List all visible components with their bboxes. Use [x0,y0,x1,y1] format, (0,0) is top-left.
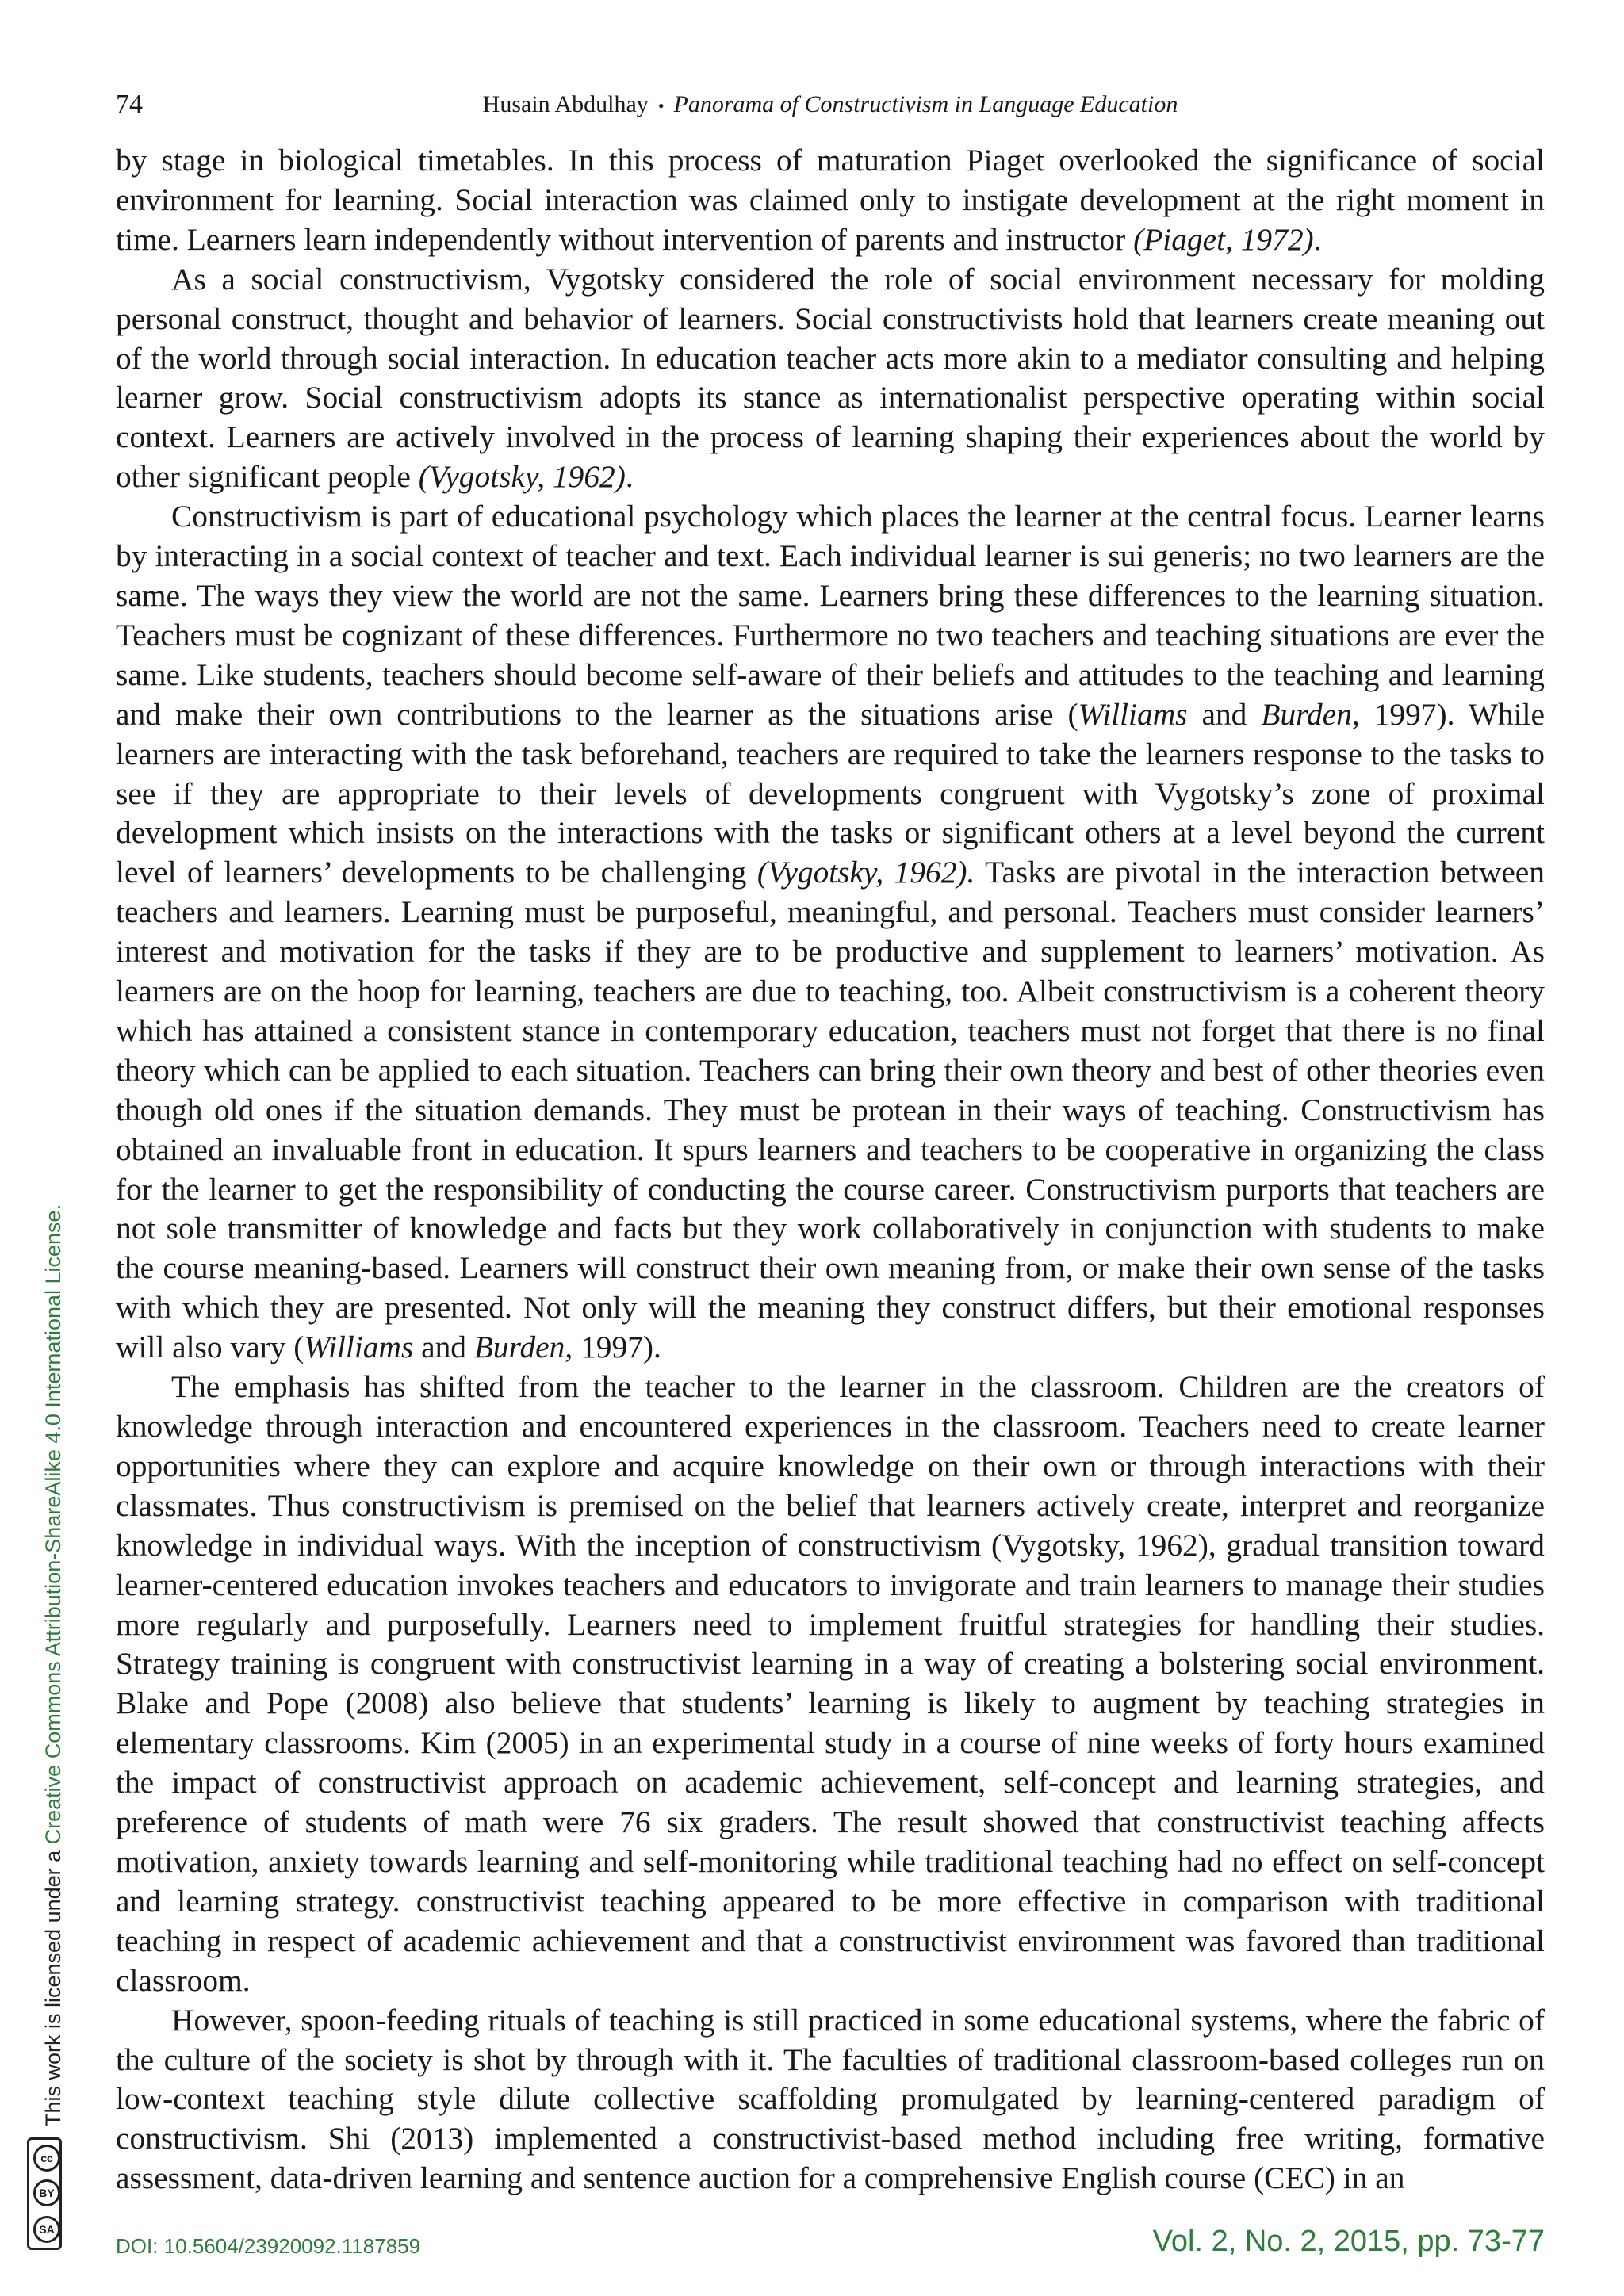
sa-icon: SA [33,2216,60,2243]
page-number: 74 [116,90,143,119]
paragraph-text: and [413,1330,474,1365]
citation-text: Burden, [1261,696,1360,732]
running-head [116,86,1545,125]
paragraph-text: by stage in biological timetables. In this process of maturation Piaget overlooked the significance of social environment for learning. Social interaction was claimed only to instigate development at the right moment in time. Learners learn independently without intervention of parents and instructor [116,143,1545,257]
cc-icon: cc [33,2145,60,2172]
body-paragraph [116,2001,1545,2199]
license-notice [41,1204,66,2126]
by-icon: BY [33,2179,60,2206]
doi-link[interactable]: DOI: 10.5604/23920092.1187859 [116,2234,421,2258]
citation-text: Williams [304,1330,414,1365]
journal-title: Panorama of Constructivism in Language Education [673,91,1178,117]
body-paragraph [116,497,1545,1368]
body-paragraph [116,1368,1545,2001]
article-body [116,141,1545,2198]
paragraph-text: and [1187,696,1262,732]
body-paragraph [116,141,1545,260]
paragraph-text: However, spoon-feeding rituals of teaching is still practiced in some educational systems, where the fabric of the culture of the society is shot by through with it. The faculties of traditional classroom-based colleges run on low-context teaching style dilute collective scaffolding promulgated by learning-centered paradigm of constructivism. Shi (2013) implemented a constructivist-based method including free writing, formative assessment, data-driven learning and sentence auction for a comprehensive English course (CEC) in an [116,2002,1545,2196]
citation-text: (Vygotsky, 1962) [418,459,626,495]
body-paragraph [116,260,1545,497]
paragraph-text: As a social constructivism, Vygotsky considered the role of social environment necessary for molding personal construct, thought and behavior of learners. Social constructivists hold that learners create meaning out of the world through social interaction. In education teacher acts more akin to a mediator consulting and helping learner grow. Social constructivism adopts its stance as internationalist perspective operating within social context. Learners are actively involved in the process of learning shaping their experiences about the world by other significant people [116,261,1545,495]
author-name: Husain Abdulhay [482,91,649,117]
paragraph-text: Tasks are pivotal in the interaction between teachers and learners. Learning must be purposeful, meaningful, and personal. Teachers must consider learners’ interest and motivation for the tasks if they are to be productive and supplement to learners’ motivation. As learners are on the hoop for learning, teachers are due to teaching, too. Albeit constructivism is a coherent theory which has attained a consistent stance in contemporary education, teachers must not forget that there is no final theory which can be applied to each situation. Teachers can bring their own theory and best of other theories even though old ones if the situation demands. They must be protean in their ways of teaching. Constructivism has obtained an invaluable front in education. It spurs learners and teachers to be cooperative in organizing the class for the learner to get the responsibility of conducting the course career. Constructivism purports that teachers are not sole transmitter of knowledge and facts but they work collaboratively in conjunction with students to make the course meaning-based. Learners will construct their own meaning from, or make their own sense of the tasks with which they are presented. Not only will the meaning they construct differs, but their emotional responses will also vary ( [116,855,1545,1365]
citation-text: (Piaget, 1972) [1133,221,1314,257]
citation-text: Williams [1078,696,1188,732]
cc-license-badge[interactable] [27,2137,62,2250]
page-header [116,86,1545,124]
paragraph-text: 1997). [573,1330,661,1365]
paragraph-text: The emphasis has shifted from the teacher to the learner in the classroom. Children are the creators of knowledge through interaction and encountered experiences in the classroom. Teachers need to create learner opportunities where they can explore and acquire knowledge on their own or through interactions with their classmates. Thus constructivism is premised on the belief that learners actively create, interpret and reorganize knowledge in individual ways. With the inception of constructivism (Vygotsky, 1962), gradual transition toward learner-centered education invokes teachers and educators to invigorate and train learners to manage their studies more regularly and purposefully. Learners need to implement fruitful strategies for handling their studies. Strategy training is congruent with constructivist learning in a way of creating a bolstering social environment. Blake and Pope (2008) also believe that students’ learning is likely to augment by teaching strategies in elementary classrooms. Kim (2005) in an experimental study in a course of nine weeks of forty hours examined the impact of constructivist approach on academic achievement, self-concept and learning strategies, and preference of students of math were 76 six graders. The result showed that constructivist teaching affects motivation, anxiety towards learning and self-monitoring while traditional teaching had no effect on self-concept and learning strategy. constructivist teaching appeared to be more effective in comparison with traditional teaching in respect of academic achievement and that a constructivist environment was favored than traditional classroom. [116,1369,1545,1998]
citation-text: (Vygotsky, 1962). [756,855,975,890]
volume-info: Vol. 2, No. 2, 2015, pp. 73-77 [1152,2225,1545,2258]
license-link[interactable]: Creative Commons Attribution-ShareAlike 4.0 International License. [41,1203,65,1845]
citation-text: Burden, [473,1330,573,1365]
license-prefix: This work is licensed under a [41,1844,65,2126]
paragraph-text: . [625,459,634,495]
paragraph-text: Constructivism is part of educational psychology which places the learner at the central focus. Learner learns by interacting in a social context of teacher and text. Each individual learner is sui generis; no two learners are the same. The ways they view the world are not the same. Learners bring these differences to the learning situation. Teachers must be cognizant of these differences. Furthermore no two teachers and teaching situations are ever the same. Like students, teachers should become self-aware of their beliefs and attitudes to the teaching and learning and make their own contributions to the learner as the situations arise ( [116,499,1545,732]
paragraph-text: . [1313,221,1322,257]
paragraph-text: 1997). While learners are interacting with the task beforehand, teachers are required to take the learners response to the tasks to see if they are appropriate to their levels of developments congruent with Vygotsky’s zone of proximal development which insists on the interactions with the tasks or significant others at a level beyond the current level of learners’ developments to be challenging [116,696,1545,890]
bullet-separator: • [657,96,665,117]
